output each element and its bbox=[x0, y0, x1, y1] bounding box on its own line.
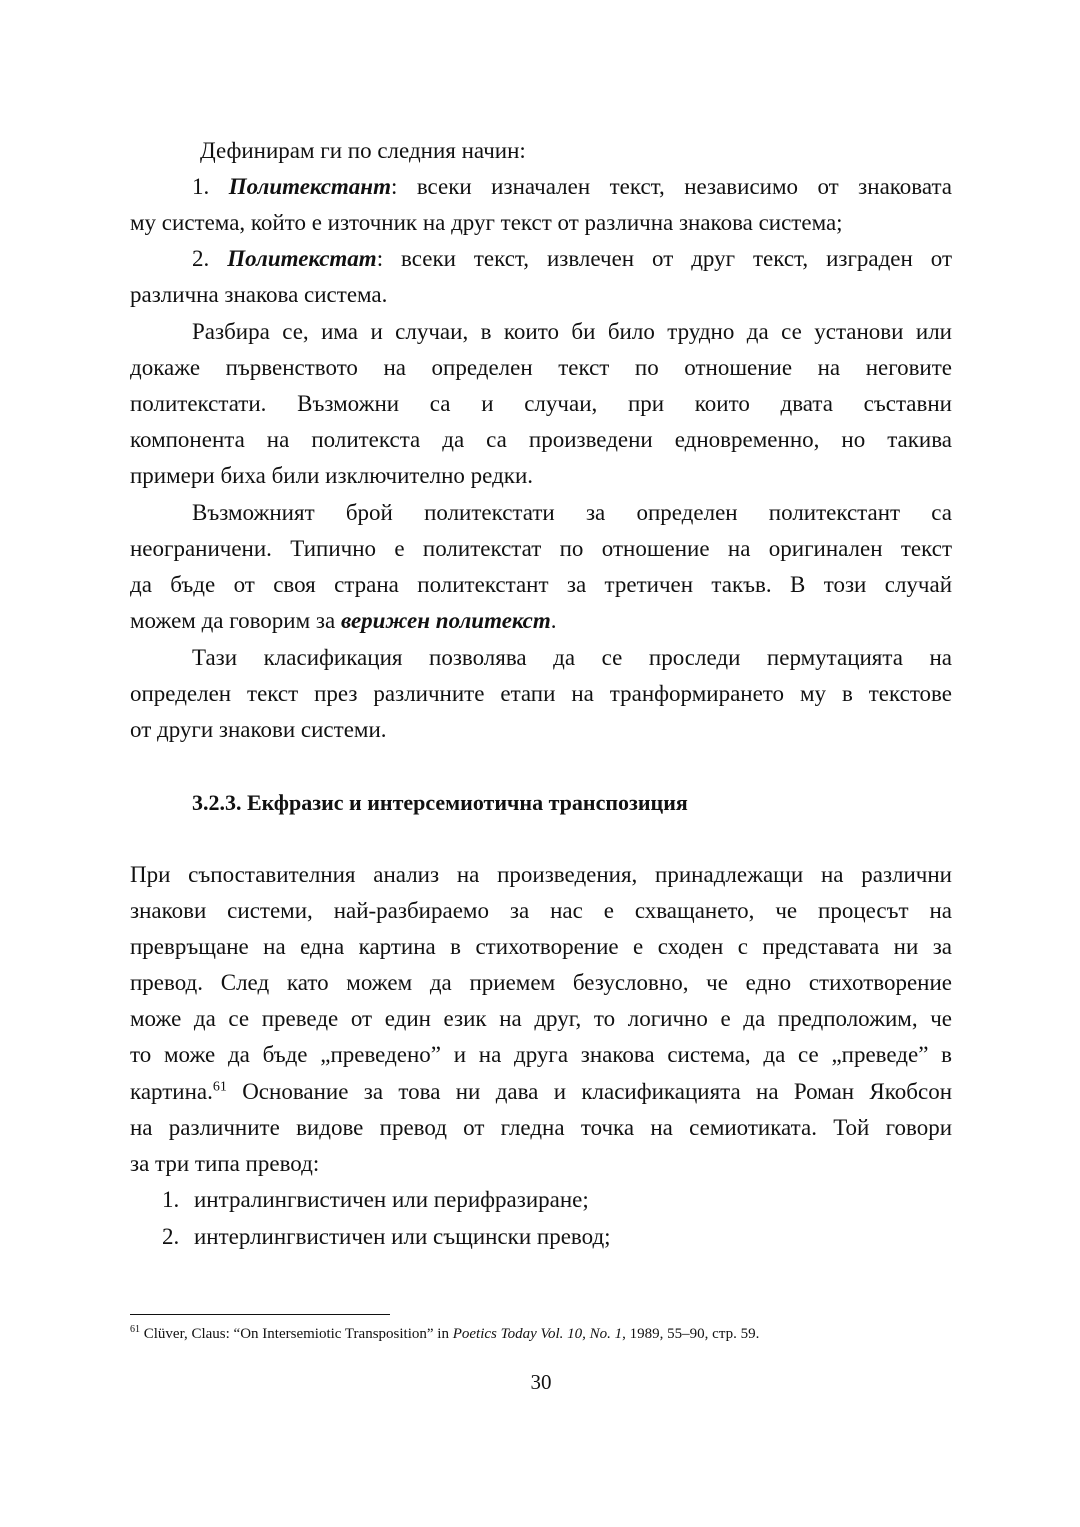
definition-text: : всеки текст, извлечен от друг текст, изграден от bbox=[376, 246, 953, 271]
paragraph-line: Тази класификация позволява да се проследи пермутацията на bbox=[192, 645, 952, 670]
paragraph-line: докаже първенството на определен текст по отношение на неговите bbox=[130, 355, 952, 380]
definition-term: Политекстат bbox=[227, 246, 377, 271]
definition-text: : всеки изначален текст, независимо от знаковата bbox=[390, 174, 953, 199]
footnote-separator bbox=[130, 1314, 390, 1315]
list-item-text: интралингвистичен или перифразиране; bbox=[194, 1187, 589, 1212]
paragraph-text: . bbox=[550, 608, 557, 633]
definition-term: Политекстант bbox=[228, 174, 391, 199]
definition-2-line-2: различна знакова система. bbox=[130, 282, 388, 307]
paragraph-line bbox=[130, 606, 952, 636]
paragraph-line: за три типа превод: bbox=[130, 1151, 320, 1176]
footnote bbox=[130, 1324, 759, 1344]
paragraph-line: да бъде от своя страна политекстант за третичен такъв. В този случай bbox=[130, 572, 952, 597]
definition-number: 2. bbox=[192, 246, 228, 271]
paragraph-line: примери биха били изключително редки. bbox=[130, 463, 534, 488]
list-item-number: 2. bbox=[162, 1224, 180, 1249]
paragraph-line: неограничени. Типично е политекстат по отношение на оригинален текст bbox=[130, 536, 952, 561]
definition-1-line-1 bbox=[192, 172, 952, 202]
paragraph-line: При съпоставителния анализ на произведения, принадлежащи на различни bbox=[130, 862, 952, 887]
paragraph-text: Основание за това ни дава и класификацията на Роман Якобсон bbox=[226, 1079, 952, 1104]
paragraph-line: на различните видове превод от гледна точка на семиотиката. Той говори bbox=[130, 1115, 952, 1140]
list-item bbox=[162, 1185, 952, 1215]
definition-1-line-2: му система, който е източник на друг текст от различна знакова система; bbox=[130, 210, 843, 235]
intro-line: Дефинирам ги по следния начин: bbox=[200, 138, 526, 163]
paragraph-text: картина. bbox=[130, 1079, 213, 1104]
paragraph-line: определен текст през различните етапи на транформирането му в текстове bbox=[130, 681, 952, 706]
footnote-number: 61 bbox=[130, 1324, 140, 1335]
paragraph-line bbox=[130, 1077, 952, 1107]
document-page bbox=[130, 0, 952, 1527]
paragraph-line: от други знакови системи. bbox=[130, 717, 387, 742]
paragraph-line: Възможният брой политекстати за определен политекстант са bbox=[192, 500, 952, 525]
footnote-source: Poetics Today Vol. 10, No. 1 bbox=[452, 1326, 623, 1342]
list-item bbox=[162, 1222, 952, 1252]
definition-number: 1. bbox=[192, 174, 229, 199]
paragraph-line: компонента на политекста да са произведени едновременно, но такива bbox=[130, 427, 952, 452]
page-number: 30 bbox=[530, 1370, 552, 1394]
list-item-number: 1. bbox=[162, 1187, 180, 1212]
section-heading: 3.2.3. Екфразис и интерсемиотична транспозиция bbox=[192, 790, 688, 815]
chain-polytext-term: верижен политекст bbox=[340, 608, 551, 633]
footnote-reference[interactable]: 61 bbox=[212, 1079, 227, 1095]
paragraph-line: Разбира се, има и случаи, в които би било трудно да се установи или bbox=[192, 319, 952, 344]
list-item-text: интерлингвистичен или същински превод; bbox=[194, 1224, 611, 1249]
paragraph-line: знакови системи, най-разбираемо за нас е схващането, че процесът на bbox=[130, 898, 952, 923]
paragraph-line: то може да бъде „преведено” и на друга знакова система, да се „преведе” в bbox=[130, 1042, 952, 1067]
definition-2-line-1 bbox=[192, 244, 952, 274]
paragraph-text: можем да говорим за bbox=[130, 608, 341, 633]
paragraph-line: може да се преведе от един език на друг, то логично е да предположим, че bbox=[130, 1006, 952, 1031]
footnote-text: Clüver, Claus: “On Intersemiotic Transposition” in bbox=[140, 1326, 453, 1342]
paragraph-line: политекстати. Възможни са и случаи, при които двата съставни bbox=[130, 391, 952, 416]
paragraph-line: превръщане на една картина в стихотворение е сходен с представата ни за bbox=[130, 934, 952, 959]
paragraph-line: превод. След като можем да приемем безусловно, че едно стихотворение bbox=[130, 970, 952, 995]
footnote-text: , 1989, 55–90, стр. 59. bbox=[622, 1326, 760, 1342]
